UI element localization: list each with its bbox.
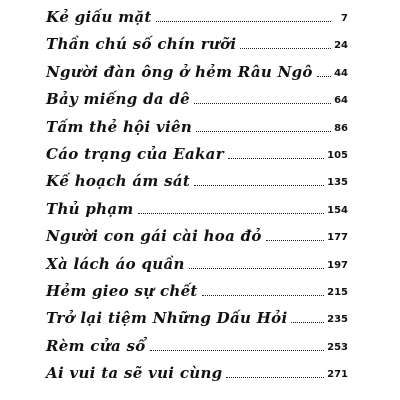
toc-entry-page: 105 <box>327 150 348 161</box>
toc-dot-leader <box>194 103 331 104</box>
toc-dot-leader <box>240 48 331 49</box>
toc-entry <box>46 303 348 327</box>
toc-entry-page: 135 <box>327 177 348 189</box>
toc-entry-page: 86 <box>334 122 348 134</box>
toc-entry <box>46 194 348 218</box>
toc-entry-title: Xà lách áo quần <box>46 254 185 273</box>
toc-entry <box>46 166 348 190</box>
toc-entry-title: Hẻm gieo sự chết <box>46 282 198 300</box>
toc-dot-leader <box>266 240 324 241</box>
toc-entry-title: Người con gái cài hoa đỏ <box>46 227 262 246</box>
toc-entry <box>46 57 348 81</box>
toc-dot-leader <box>156 21 331 22</box>
toc-entry <box>46 29 348 53</box>
toc-entry <box>46 2 348 26</box>
toc-entry-page: 64 <box>334 95 348 107</box>
toc-entry-page: 253 <box>327 341 348 353</box>
toc-entry-title: Kế hoạch ám sát <box>46 172 191 191</box>
toc-dot-leader <box>228 158 324 159</box>
toc-entry-page: 271 <box>327 369 348 381</box>
toc-dot-leader <box>138 213 325 214</box>
toc-entry <box>46 139 348 163</box>
toc-entry <box>46 249 348 273</box>
toc-dot-leader <box>202 295 324 296</box>
toc-entry-title: Người đàn ông ở hẻm Râu Ngô <box>46 62 313 81</box>
toc-entry-title: Thủ phạm <box>46 199 134 218</box>
toc-dot-leader <box>196 131 331 132</box>
toc-entry-title: Tấm thẻ hội viên <box>46 117 193 136</box>
toc-entry-title: Ai vui ta sẽ vui cùng <box>46 364 223 383</box>
toc-entry-title: Kẻ giấu mặt <box>46 8 152 26</box>
toc-entry-page: 215 <box>327 287 348 298</box>
toc-entry-page: 44 <box>334 67 348 79</box>
toc-dot-leader <box>226 377 324 378</box>
toc-entry-page: 177 <box>327 232 348 244</box>
toc-entry-title: Trở lại tiệm Những Dấu Hỏi <box>46 309 288 328</box>
toc-entry-page: 24 <box>334 40 348 52</box>
toc-entry <box>46 276 348 300</box>
toc-entry <box>46 358 348 382</box>
toc-entry-title: Bảy miếng da dê <box>46 90 191 109</box>
toc-entry-page: 197 <box>327 259 348 271</box>
toc-entry-title: Rèm cửa sổ <box>46 336 146 355</box>
toc-dot-leader <box>194 185 324 186</box>
toc-entry-page: 154 <box>327 204 348 216</box>
toc-entry <box>46 112 348 136</box>
toc-entry-page: 235 <box>327 314 348 326</box>
toc-dot-leader <box>150 350 325 351</box>
toc-dot-leader <box>189 268 324 269</box>
toc-dot-leader <box>291 322 324 323</box>
toc-dot-leader <box>317 76 331 77</box>
toc-entry <box>46 331 348 355</box>
toc-entry-title: Thần chú số chín rưỡi <box>46 35 237 54</box>
toc-entry <box>46 84 348 108</box>
toc-entry-title: Cáo trạng của Eakar <box>46 145 224 163</box>
toc-entry <box>46 221 348 245</box>
toc-entry-page: 7 <box>341 13 348 24</box>
